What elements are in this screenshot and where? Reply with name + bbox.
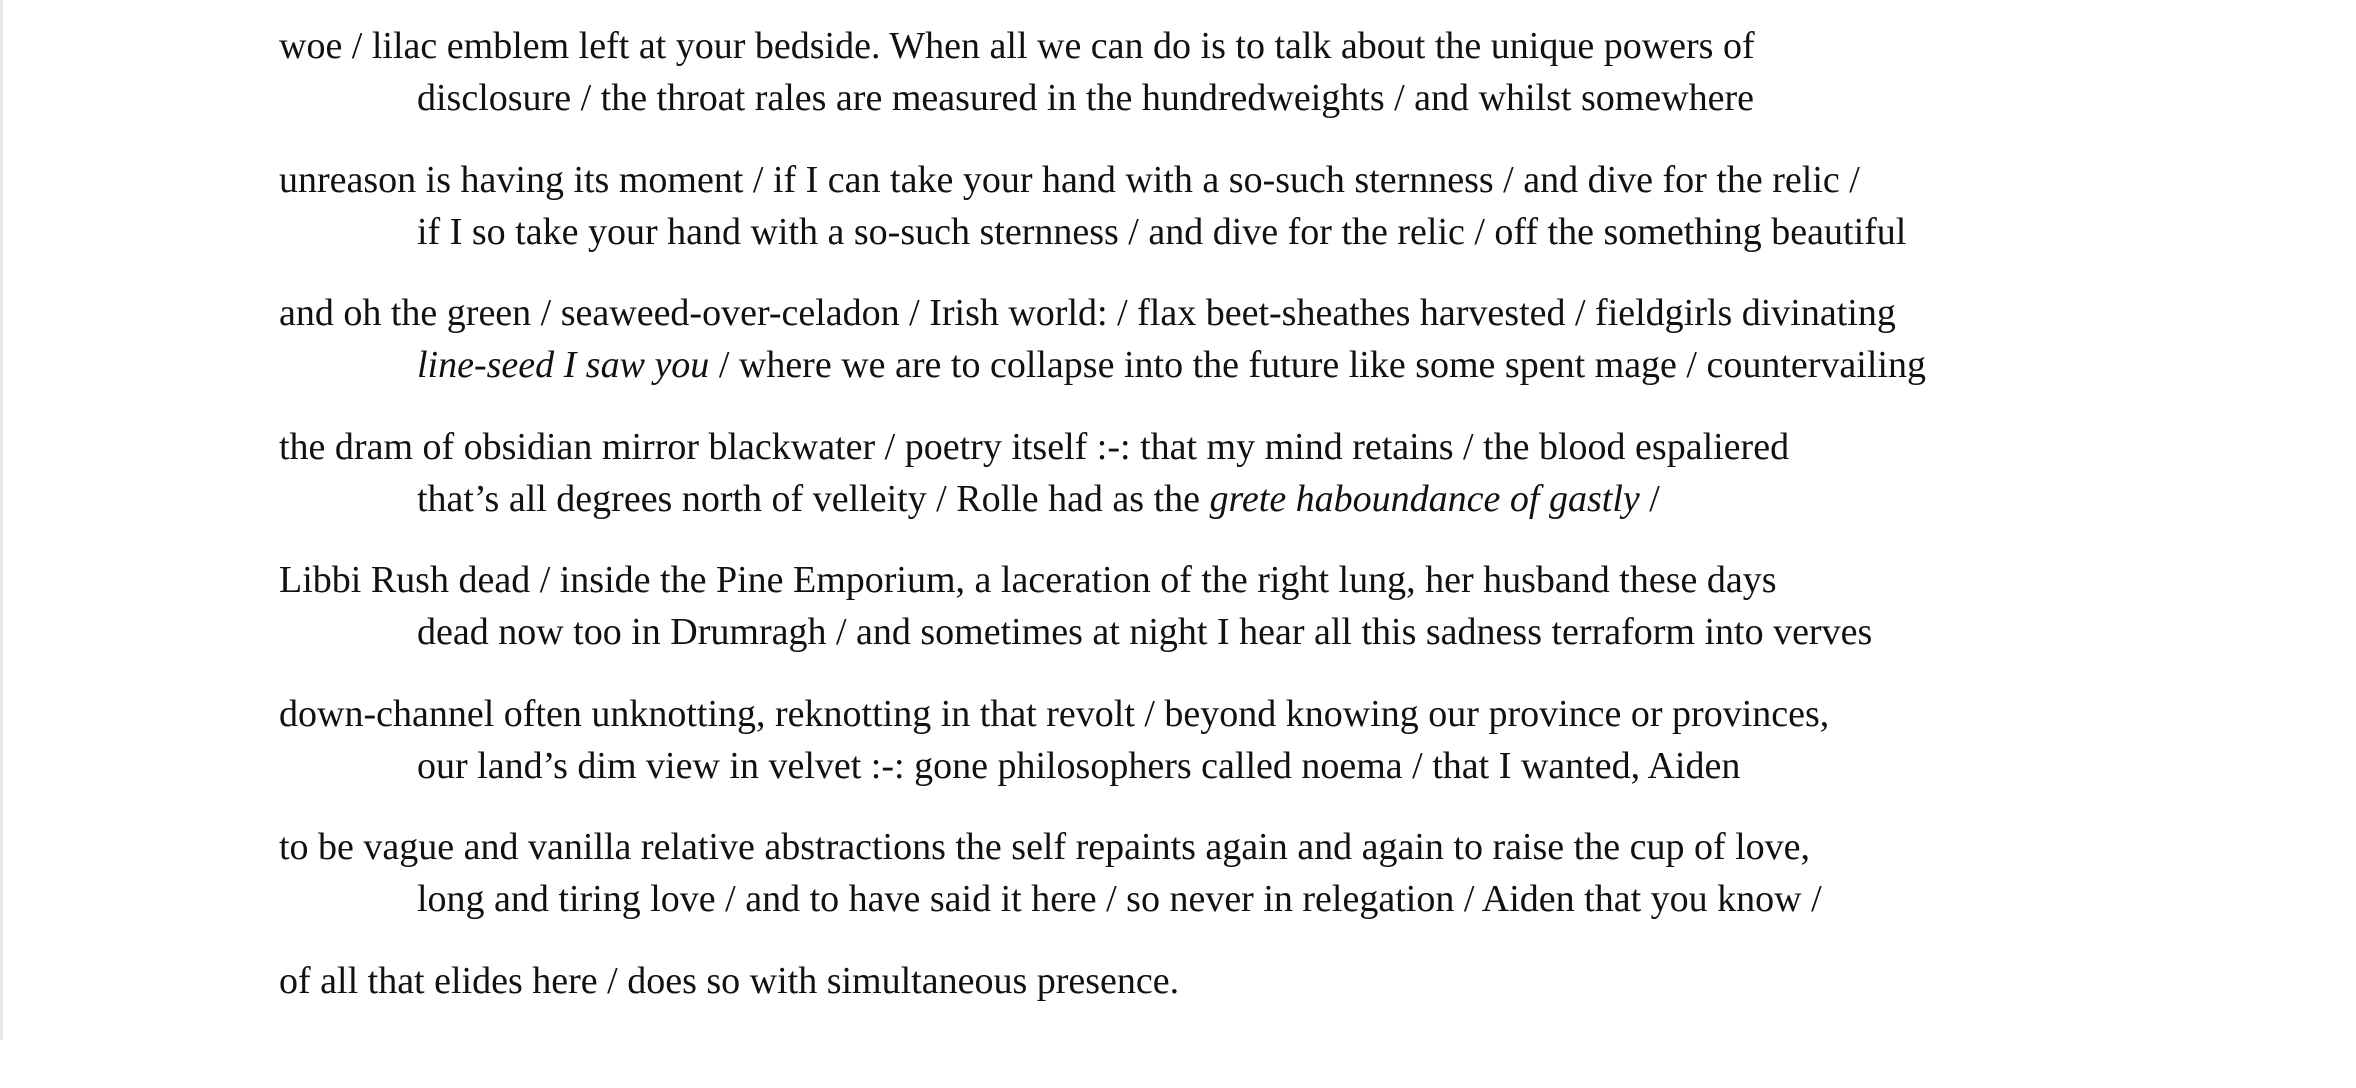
poem-line-indented [279, 473, 2279, 525]
couplet-8 [279, 955, 2279, 1088]
italic-phrase: grete haboundance of gastly [1210, 478, 1640, 520]
couplet-7 [279, 821, 2279, 955]
poem-line-indented: if I so take your hand with a so-such sternness / and dive for the relic / off the something beautiful [279, 206, 2279, 258]
couplet-6 [279, 688, 2279, 822]
line-text: that’s all degrees north of velleity / Rolle had as the [417, 478, 1210, 520]
poem-line: the dram of obsidian mirror blackwater / poetry itself :-: that my mind retains / the blood espaliered [279, 421, 2279, 473]
poem-line-indented: our land’s dim view in velvet :-: gone philosophers called noema / that I wanted, Aiden [279, 740, 2279, 792]
couplet-3 [279, 287, 2279, 421]
couplet-1 [279, 20, 2279, 154]
poem-line: to be vague and vanilla relative abstractions the self repaints again and again to raise the cup of love, [279, 821, 2279, 873]
line-text: / where we are to collapse into the future like some spent mage / countervailing [709, 344, 1926, 386]
poem-line: down-channel often unknotting, reknotting in that revolt / beyond knowing our province or provinces, [279, 688, 2279, 740]
poem-body [279, 20, 2279, 1088]
poem-line-indented [279, 339, 2279, 391]
poem-line-indented: dead now too in Drumragh / and sometimes at night I hear all this sadness terraform into verves [279, 606, 2279, 658]
couplet-2 [279, 154, 2279, 288]
couplet-4 [279, 421, 2279, 555]
poem-line: of all that elides here / does so with simultaneous presence. [279, 955, 2279, 1007]
poem-line: and oh the green / seaweed-over-celadon / Irish world: / flax beet-sheathes harvested / fieldgirls divinating [279, 287, 2279, 339]
italic-phrase: line-seed I saw you [417, 344, 709, 386]
page-left-edge [0, 0, 3, 1040]
poem-line-indented: long and tiring love / and to have said it here / so never in relegation / Aiden that you know / [279, 873, 2279, 925]
poem-line: unreason is having its moment / if I can take your hand with a so-such sternness / and dive for the relic / [279, 154, 2279, 206]
poem-line: woe / lilac emblem left at your bedside. When all we can do is to talk about the unique powers of [279, 20, 2279, 72]
couplet-5 [279, 554, 2279, 688]
poem-line: Libbi Rush dead / inside the Pine Emporium, a laceration of the right lung, her husband these days [279, 554, 2279, 606]
line-text: / [1640, 478, 1660, 520]
poem-line-indented: disclosure / the throat rales are measured in the hundredweights / and whilst somewhere [279, 72, 2279, 124]
